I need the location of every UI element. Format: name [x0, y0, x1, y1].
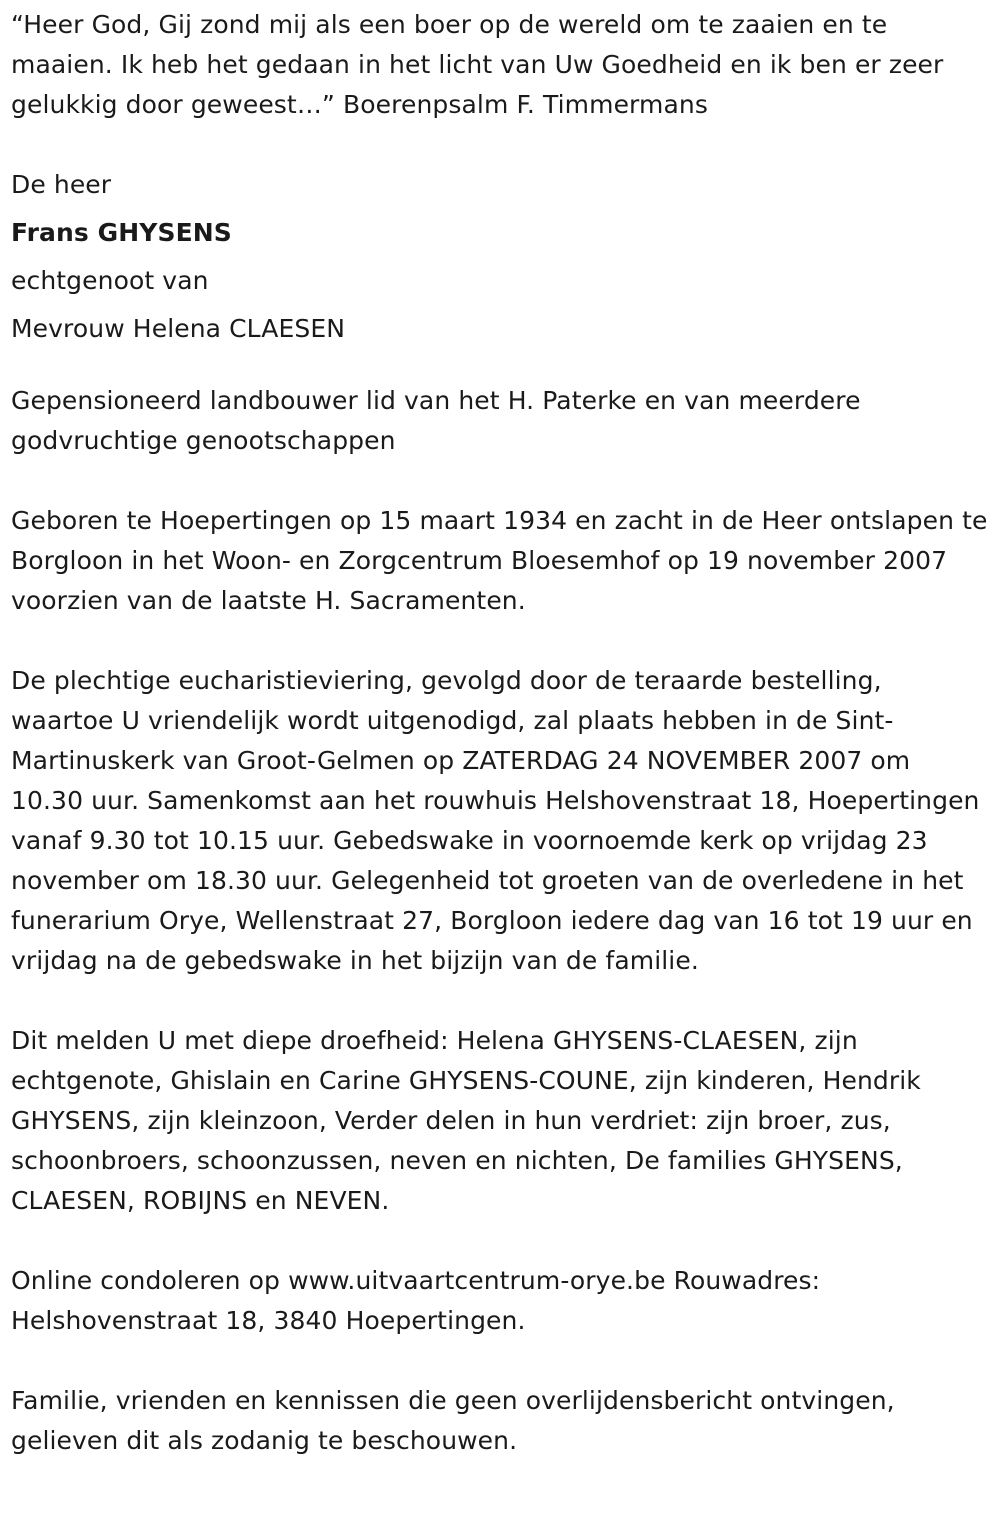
spouse-name: Mevrouw Helena CLAESEN: [11, 314, 346, 343]
opening-quote: “Heer God, Gij zond mij als een boer op de wereld om te zaaien en te maaien. Ik heb het gedaan in het licht van Uw Goedheid en ik ben er zeer gelukkig door geweest…” Boerenpsalm F. Timmermans: [11, 10, 944, 119]
family-paragraph: Dit melden U met diepe droefheid: Helena GHYSENS-CLAESEN, zijn echtgenote, Ghislain en Carine GHYSENS-COUNE, zijn kinderen, Hendrik GHYSENS, zijn kleinzoon, Verder delen in hun verdriet: zijn broer, zus, schoonbroers, schoonzussen, neven en nichten, De families GHYSENS, CLAESEN, ROBIJNS en NEVEN.: [11, 1026, 921, 1215]
online-condolences-paragraph: Online condoleren op www.uitvaartcentrum-orye.be Rouwadres: Helshovenstraat 18, 3840 Hoepertingen.: [11, 1266, 821, 1335]
deceased-header: [11, 165, 990, 349]
relation-label: echtgenoot van: [11, 266, 209, 295]
funeral-details-paragraph: De plechtige eucharistieviering, gevolgd door de teraarde bestelling, waartoe U vriendelijk wordt uitgenodigd, zal plaats hebben in de Sint-Martinuskerk van Groot-Gelmen op ZATERDAG 24 NOVEMBER 2007 om 10.30 uur. Samenkomst aan het rouwhuis Helshovenstraat 18, Hoepertingen vanaf 9.30 tot 10.15 uur. Gebedswake in voornoemde kerk op vrijdag 23 november om 18.30 uur. Gelegenheid tot groeten van de overledene in het funerarium Orye, Wellenstraat 27, Borgloon iedere dag van 16 tot 19 uur en vrijdag na de gebedswake in het bijzijn van de familie.: [11, 666, 980, 975]
salutation: De heer: [11, 170, 112, 199]
closing-paragraph: Familie, vrienden en kennissen die geen overlijdensbericht ontvingen, gelieven dit als zodanig te beschouwen.: [11, 1386, 895, 1455]
birth-death-paragraph: Geboren te Hoepertingen op 15 maart 1934 en zacht in de Heer ontslapen te Borgloon in het Woon- en Zorgcentrum Bloesemhof op 19 november 2007 voorzien van de laatste H. Sacramenten.: [11, 506, 988, 615]
deceased-name: Frans GHYSENS: [11, 218, 232, 247]
occupation-paragraph: Gepensioneerd landbouwer lid van het H. Paterke en van meerdere godvruchtige genootschappen: [11, 386, 861, 455]
